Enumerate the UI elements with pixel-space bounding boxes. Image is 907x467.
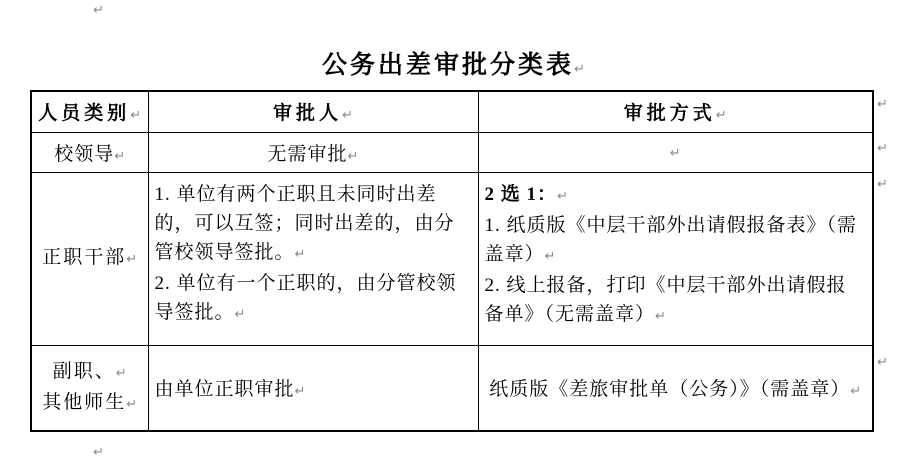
paragraph-mark: ↵ [342,108,353,124]
paragraph-mark: ↵ [114,148,126,164]
table-row-school-leaders [31,132,873,172]
paragraph-mark: ↵ [115,365,127,381]
header-category-label: 人员类别 [38,103,131,125]
text-line: 其他师生↵ [42,391,138,413]
paragraph-mark: ↵ [294,384,306,400]
row-end-mark: ↵ [877,97,888,112]
row-end-mark: ↵ [877,355,888,370]
header-method [478,91,873,132]
paragraph-mark: ↵ [126,396,138,412]
approver-text: 由单位正职审批 [154,379,295,401]
text-line: 盖章）↵ [484,243,556,265]
row-end-mark: ↵ [877,141,888,156]
paragraph-mark: ↵ [93,445,104,460]
paragraph-mark: ↵ [557,188,568,204]
category-text: 校领导 [54,143,115,165]
cell-category-principal-cadres [31,172,148,345]
header-approver [148,91,478,132]
text-line: 管校领导签批。↵ [154,241,306,263]
text-line: 导签批。↵ [154,301,246,323]
cell-category-deputies-others [31,345,148,431]
paragraph-mark: ↵ [574,62,585,77]
page-title-text: 公务出差审批分类表 [322,52,575,79]
text-line: 1. 单位有两个正职且未同时出差 [154,183,437,205]
method-text: 纸质版《差旅审批单（公务）》（需盖章） [489,379,851,401]
paragraph-mark: ↵ [294,246,306,262]
category-text: 正职干部 [42,247,127,268]
paragraph-mark: ↵ [93,3,104,18]
text-line: 的，可以互签；同时出差的，由分 [154,212,455,234]
text-line: 1. 纸质版《中层干部外出请假报备表》（需 [484,214,858,236]
cell-approver-principal-cadres [148,172,478,345]
method-heading: 2 选 1：↵ [484,183,568,205]
cell-approver-school-leaders [148,132,478,172]
paragraph-mark: ↵ [126,252,138,267]
cell-method-school-leaders [478,132,873,172]
table-row-principal-cadres [31,172,873,345]
paragraph-mark: ↵ [130,108,142,124]
text-line: 副职、↵ [52,360,127,382]
text-line: 备单》（无需盖章）↵ [484,303,666,325]
text-line: 2. 单位有一个正职的，由分管校领 [154,272,457,294]
cell-approver-deputies-others [148,345,478,431]
table-row-deputies-others [31,345,873,431]
approval-table [30,90,874,432]
paragraph-mark: ↵ [234,306,246,322]
header-row [31,91,873,132]
paragraph-mark: ↵ [347,148,359,164]
header-category [31,91,148,132]
header-method-label: 审批方式 [623,103,716,125]
text-line: 2. 线上报备，打印《中层干部外出请假报 [484,274,847,296]
paragraph-mark: ↵ [669,146,681,161]
cell-category-school-leaders [31,132,148,172]
row-end-mark: ↵ [877,177,888,192]
approver-text: 无需审批 [267,143,348,165]
paragraph-mark: ↵ [655,308,666,324]
paragraph-mark: ↵ [850,384,862,400]
cell-method-principal-cadres [478,172,873,345]
cell-method-deputies-others [478,345,873,431]
paragraph-mark: ↵ [715,108,727,124]
header-approver-label: 审批人 [273,103,343,125]
page-title [0,45,907,81]
paragraph-mark: ↵ [544,248,556,264]
